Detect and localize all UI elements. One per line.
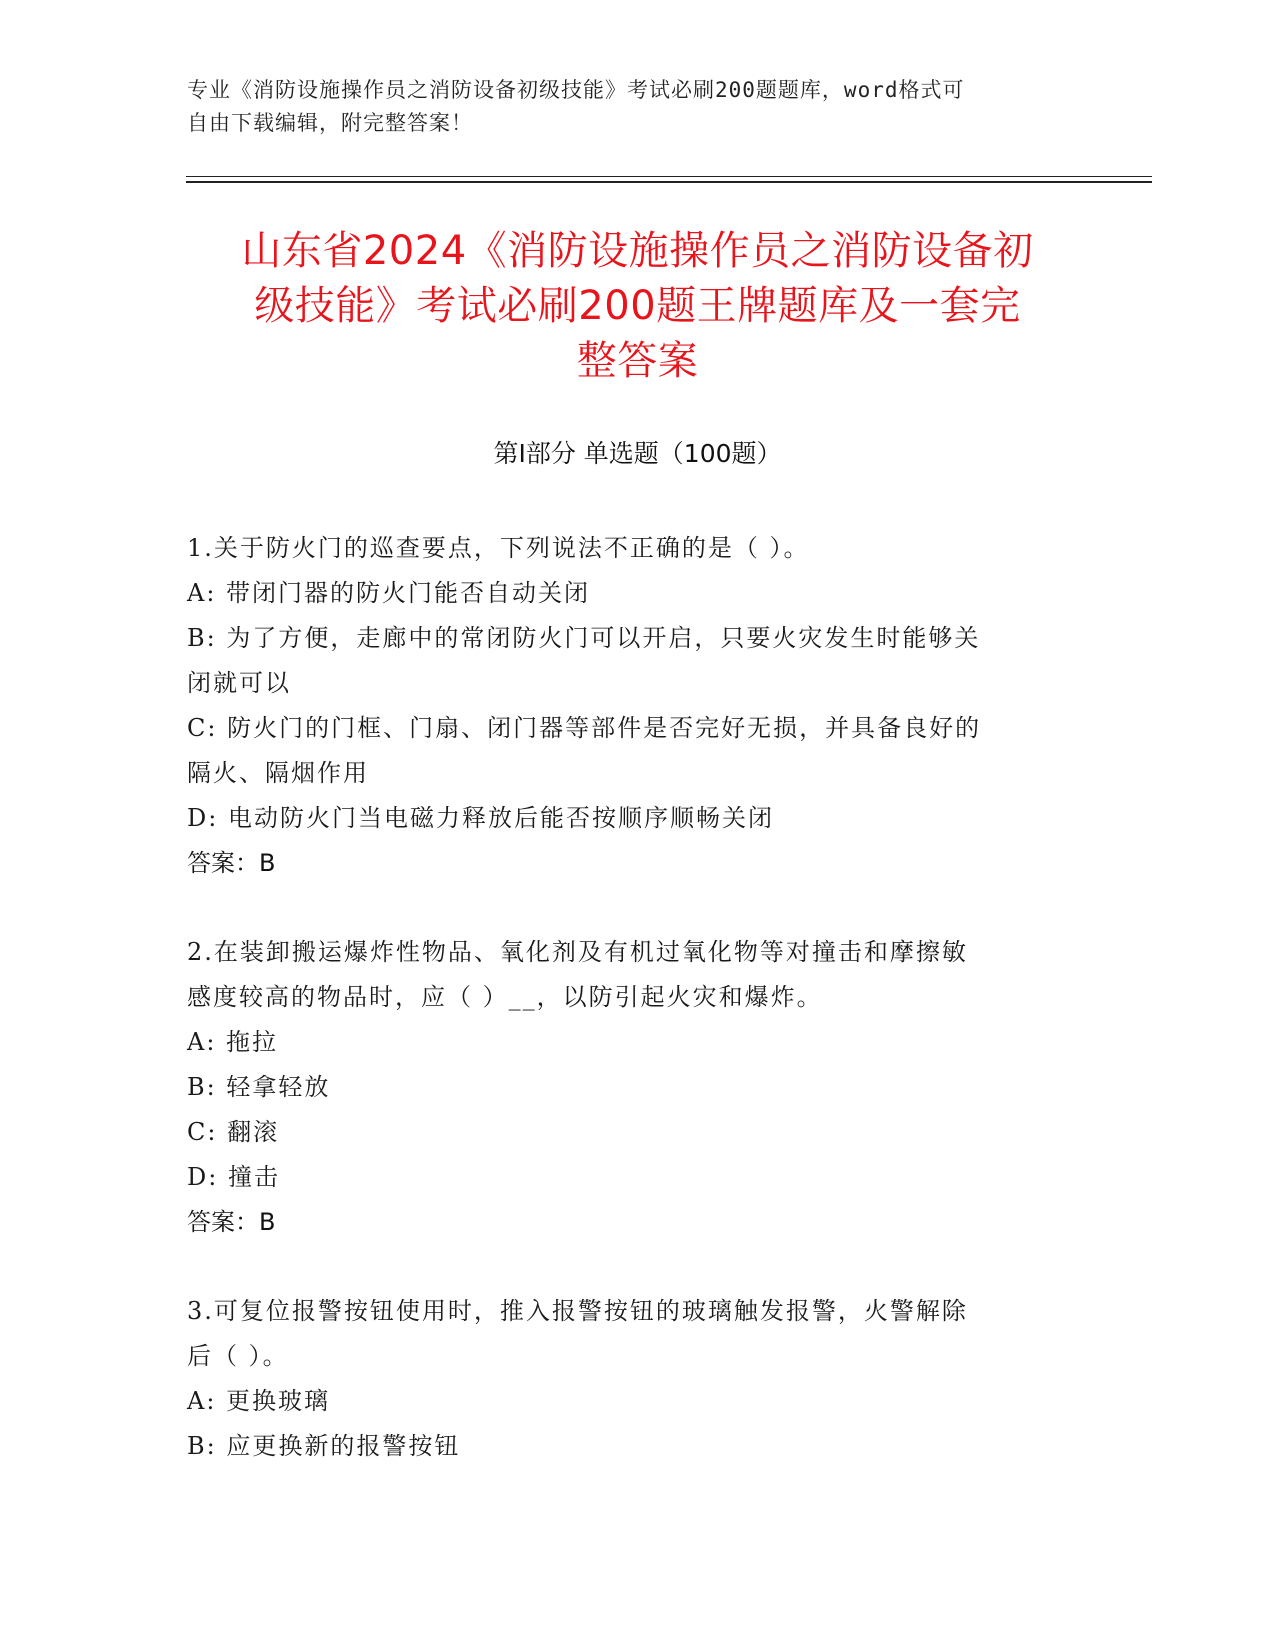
option-c: C: 防火门的门框、门扇、闭门器等部件是否完好无损，并具备良好的 [187, 714, 982, 742]
option-c-continued: 隔火、隔烟作用 [187, 759, 369, 787]
option-b: B: 应更换新的报警按钮 [187, 1432, 461, 1460]
header-note-line-1: 专业《消防设施操作员之消防设备初级技能》考试必刷200题题库，word格式可 [187, 78, 965, 102]
section-heading: 第Ⅰ部分 单选题（100题） [493, 439, 782, 468]
question-1 [187, 526, 1077, 885]
option-b-continued: 闭就可以 [187, 669, 291, 697]
document-title-line-1: 山东省2024《消防设施操作员之消防设备初 [241, 228, 1034, 274]
answer-line: 答案：B [187, 1208, 276, 1236]
option-c: C: 翻滚 [187, 1118, 280, 1146]
document-title [180, 224, 1095, 389]
document-title-line-2: 级技能》考试必刷200题王牌题库及一套完 [254, 283, 1021, 329]
option-d: D: 电动防火门当电磁力释放后能否按顺序顺畅关闭 [187, 804, 774, 832]
question-stem: 2.在装卸搬运爆炸性物品、氧化剂及有机过氧化物等对撞击和摩擦敏 [187, 938, 968, 966]
question-list [187, 526, 1077, 1514]
header-divider-thin [186, 176, 1152, 177]
option-a: A: 更换玻璃 [187, 1387, 331, 1415]
option-b: B: 为了方便，走廊中的常闭防火门可以开启，只要火灾发生时能够关 [187, 624, 981, 652]
header-note [187, 74, 1067, 140]
header-note-line-2: 自由下载编辑，附完整答案！ [187, 111, 473, 135]
answer-line: 答案：B [187, 849, 276, 877]
question-2 [187, 930, 1077, 1244]
question-3 [187, 1289, 1077, 1469]
option-a: A: 拖拉 [187, 1028, 279, 1056]
option-a: A: 带闭门器的防火门能否自动关闭 [187, 579, 591, 607]
question-stem: 1.关于防火门的巡查要点，下列说法不正确的是（ ）。 [187, 534, 810, 562]
question-stem-continued: 后（ ）。 [187, 1342, 289, 1370]
option-b: B: 轻拿轻放 [187, 1073, 331, 1101]
question-stem-continued: 感度较高的物品时，应（ ）__，以防引起火灾和爆炸。 [187, 983, 823, 1011]
document-title-line-3: 整答案 [576, 338, 699, 384]
header-divider-thick [186, 181, 1152, 183]
question-stem: 3.可复位报警按钮使用时，推入报警按钮的玻璃触发报警，火警解除 [187, 1297, 968, 1325]
option-d: D: 撞击 [187, 1163, 280, 1191]
